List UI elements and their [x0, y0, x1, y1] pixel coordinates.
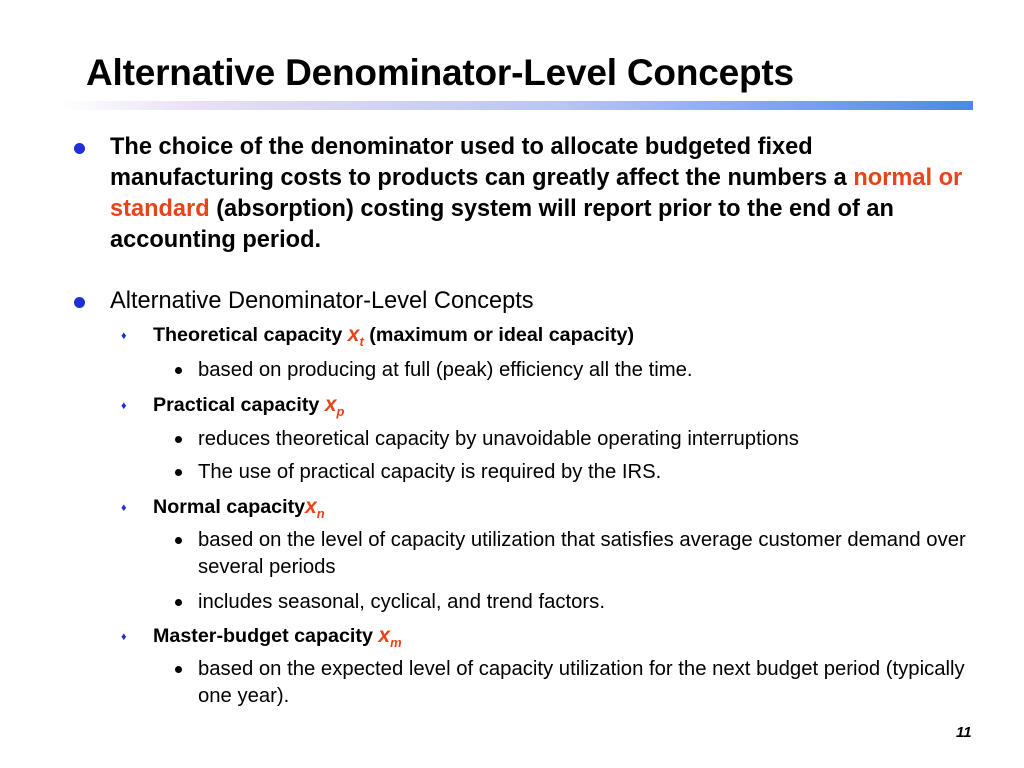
concept-master-budget-capacity [153, 623, 402, 656]
sub-bullet-dot-icon [175, 436, 182, 443]
bullet-dot-icon [74, 297, 85, 308]
sub-bullet-dot-icon [175, 367, 182, 374]
diamond-bullet-icon: ♦ [121, 400, 127, 412]
sub-bullet-dot-icon [175, 666, 182, 673]
title-underline-rule [60, 101, 973, 110]
sub-point: reduces theoretical capacity by unavoidable operating interruptions [198, 428, 799, 450]
concept-variable: $x_p$ [324, 393, 345, 420]
sub-point: The use of practical capacity is required by the IRS. [198, 461, 662, 483]
bullet-dot-icon [74, 143, 85, 154]
bullet-paragraph-denominator-choice [110, 132, 980, 256]
concept-variable: $x_n$ [305, 495, 325, 522]
concept-practical-capacity [153, 392, 344, 425]
concept-variable: $x_t$ [347, 323, 364, 350]
concept-suffix: (maximum or ideal capacity) [363, 324, 635, 346]
bullet-text-before: The choice of the denominator used to allocate budgeted fixed manufacturing costs to products can greatly affect the numbers a [110, 134, 854, 191]
concept-normal-capacity [153, 494, 325, 527]
bullet-text-after: (absorption) costing system will report prior to the end of an accounting period. [110, 196, 894, 253]
concept-variable: $x_m$ [378, 624, 402, 651]
highlight-normal-or-standard: normal or standard [110, 165, 963, 222]
slide-title: Alternative Denominator-Level Concepts [86, 52, 794, 93]
sub-bullet-dot-icon [175, 537, 182, 544]
sub-bullet-dot-icon [175, 469, 182, 476]
sub-bullet-dot-icon [175, 599, 182, 606]
concept-label: Theoretical capacity [153, 324, 348, 346]
diamond-bullet-icon: ♦ [121, 330, 127, 342]
sub-point: based on the level of capacity utilization that satisfies average customer demand over several periods [198, 529, 966, 578]
sub-point: based on producing at full (peak) efficiency all the time. [198, 359, 693, 381]
page-number: 11 [956, 724, 972, 741]
concept-label: Normal capacity [153, 496, 306, 518]
sub-point: includes seasonal, cyclical, and trend factors. [198, 591, 605, 613]
diamond-bullet-icon: ♦ [121, 502, 127, 514]
diamond-bullet-icon: ♦ [121, 631, 127, 643]
concept-theoretical-capacity [153, 322, 634, 355]
sub-point: based on the expected level of capacity utilization for the next budget period (typically one year). [198, 658, 965, 707]
concept-label: Master-budget capacity [153, 625, 379, 647]
bullet-heading-concepts: Alternative Denominator-Level Concepts [110, 288, 534, 314]
concept-label: Practical capacity [153, 394, 325, 416]
